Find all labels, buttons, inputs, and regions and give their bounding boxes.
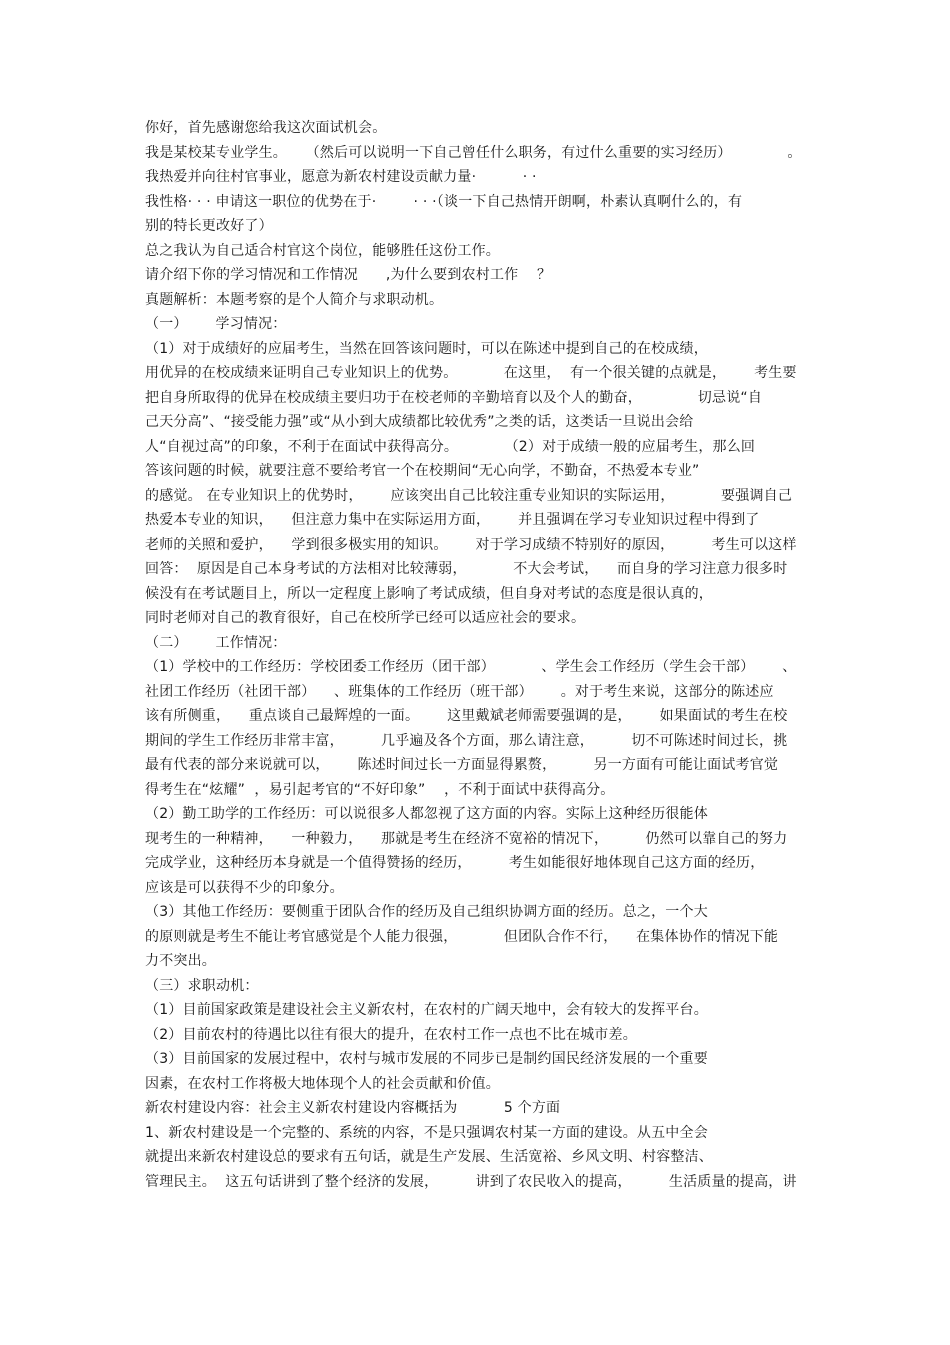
text-line: 答该问题的时候，就要注意不要给考官一个在校期间“无心向学，不勤奋，不热爱本专业”	[145, 463, 700, 479]
text-line: （二） 工作情况：	[145, 634, 287, 651]
text-line: （2）目前农村的待遇比以往有很大的提升，在农村工作一点也不比在城市差。	[145, 1026, 637, 1043]
text-line: 真题解析：本题考察的是个人简介与求职动机。	[145, 291, 444, 308]
text-line: 新农村建设内容：社会主义新农村建设内容概括为 5 个方面	[145, 1100, 561, 1116]
text-line: （1）目前国家政策是建设社会主义新农村，在农村的广阔天地中，会有较大的发挥平台。	[145, 1002, 708, 1018]
text-line: 己天分高”、“接受能力强”或“从小到大成绩都比较优秀”之类的话，这类话一旦说出会给	[145, 414, 694, 430]
text-line: 同时老师对自己的教育很好，自己在校所学已经可以适应社会的要求。	[145, 610, 586, 626]
text-line: 热爱本专业的知识， 但注意力集中在实际运用方面， 并且强调在学习专业知识过程中得到了	[145, 512, 760, 528]
text-line: （1）对于成绩好的应届考生，当然在回答该问题时，可以在陈述中提到自己的在校成绩，	[145, 340, 708, 357]
text-line: 我热爱并向往村官事业，愿意为新农村建设贡献力量· · ·	[145, 169, 537, 185]
text-line: 回答： 原因是自己本身考试的方法相对比较薄弱， 不大会考试， 而自身的学习注意力很多时	[145, 561, 788, 577]
text-line: 力不突出。	[145, 953, 216, 969]
text-line: 期间的学生工作经历非常丰富， 几乎遍及各个方面，那么请注意， 切不可陈述时间过长，挑	[145, 732, 788, 749]
text-line: 老师的关照和爱护， 学到很多极实用的知识。 对于学习成绩不特别好的原因， 考生可以这样	[145, 536, 797, 553]
text-line: 就提出来新农村建设总的要求有五句话，就是生产发展、生活宽裕、乡风文明、村容整洁、	[145, 1149, 713, 1165]
text-line: 的原则就是考生不能让考官感觉是个人能力很强， 但团队合作不行， 在集体协作的情况下能	[145, 928, 779, 945]
text-line: 该有所侧重， 重点谈自己最辉煌的一面。 这里戴斌老师需要强调的是， 如果面试的考生在校	[145, 708, 788, 724]
text-line: 请介绍下你的学习情况和工作情况 ,为什么要到农村工作 ？	[145, 267, 552, 283]
text-line: 人“自视过高”的印象，不利于在面试中获得高分。 （2）对于成绩一般的应届考生，那么回	[145, 438, 756, 455]
text-line: 的感觉。 在专业知识上的优势时， 应该突出自己比较注重专业知识的实际运用， 要强调自己	[145, 487, 793, 504]
text-line: 把自身所取得的优异在校成绩主要归功于在校老师的辛勤培育以及个人的勤奋， 切忌说“自	[145, 389, 763, 406]
text-line: （2）勤工助学的工作经历：可以说很多人都忽视了这方面的内容。实际上这种经历很能体	[145, 806, 708, 822]
text-line: 应该是可以获得不少的印象分。	[145, 879, 344, 896]
text-line: （3）目前国家的发展过程中，农村与城市发展的不同步已是制约国民经济发展的一个重要	[145, 1051, 708, 1067]
text-line: 总之我认为自己适合村官这个岗位，能够胜任这份工作。	[145, 242, 500, 259]
text-line: 最有代表的部分来说就可以， 陈述时间过长一方面显得累赘， 另一方面有可能让面试考官觉	[145, 757, 779, 773]
text-line: 得考生在“炫耀” ，易引起考官的“不好印象” ，不利于面试中获得高分。	[145, 781, 615, 798]
text-line: 1、新农村建设是一个完整的、系统的内容，不是只强调农村某一方面的建设。从五中全会	[145, 1124, 708, 1141]
text-line: 完成学业，这种经历本身就是一个值得赞扬的经历， 考生如能很好地体现自己这方面的经历，	[145, 855, 765, 871]
text-line: （3）其他工作经历：要侧重于团队合作的经历及自己组织协调方面的经历。总之，一个大	[145, 904, 708, 920]
text-line: 现考生的一种精神， 一种毅力， 那就是考生在经济不宽裕的情况下， 仍然可以靠自己的努力	[145, 830, 788, 847]
text-line: 社团工作经历（社团干部） 、班集体的工作经历（班干部） 。对于考生来说，这部分的陈述应	[145, 683, 774, 700]
text-line: （1）学校中的工作经历：学校团委工作经历（团干部） 、学生会工作经历（学生会干部） 、	[145, 659, 797, 675]
text-line: （三）求职动机：	[145, 977, 259, 994]
text-line: 因素，在农村工作将极大地体现个人的社会贡献和价值。	[145, 1075, 500, 1092]
text-line: （一） 学习情况：	[145, 316, 287, 332]
text-line: 你好，首先感谢您给我这次面试机会。	[145, 120, 387, 136]
text-line: 我性格· · · 申请这一职位的优势在于· · · ·（谈一下自己热情开朗啊，朴素认真啊什么的，有	[145, 193, 743, 210]
text-line: 我是某校某专业学生。 （然后可以说明一下自己曾任什么职务，有过什么重要的实习经历） 。	[145, 144, 802, 161]
text-line: 用优异的在校成绩来证明自己专业知识上的优势。 在这里， 有一个很关键的点就是， 考生要	[145, 365, 797, 381]
text-line: 管理民主。 这五句话讲到了整个经济的发展， 讲到了农民收入的提高， 生活质量的提高，讲	[145, 1173, 797, 1190]
text-line: 别的特长更改好了）	[145, 218, 273, 234]
text-line: 候没有在考试题目上，所以一定程度上影响了考试成绩，但自身对考试的态度是很认真的，	[145, 585, 713, 602]
